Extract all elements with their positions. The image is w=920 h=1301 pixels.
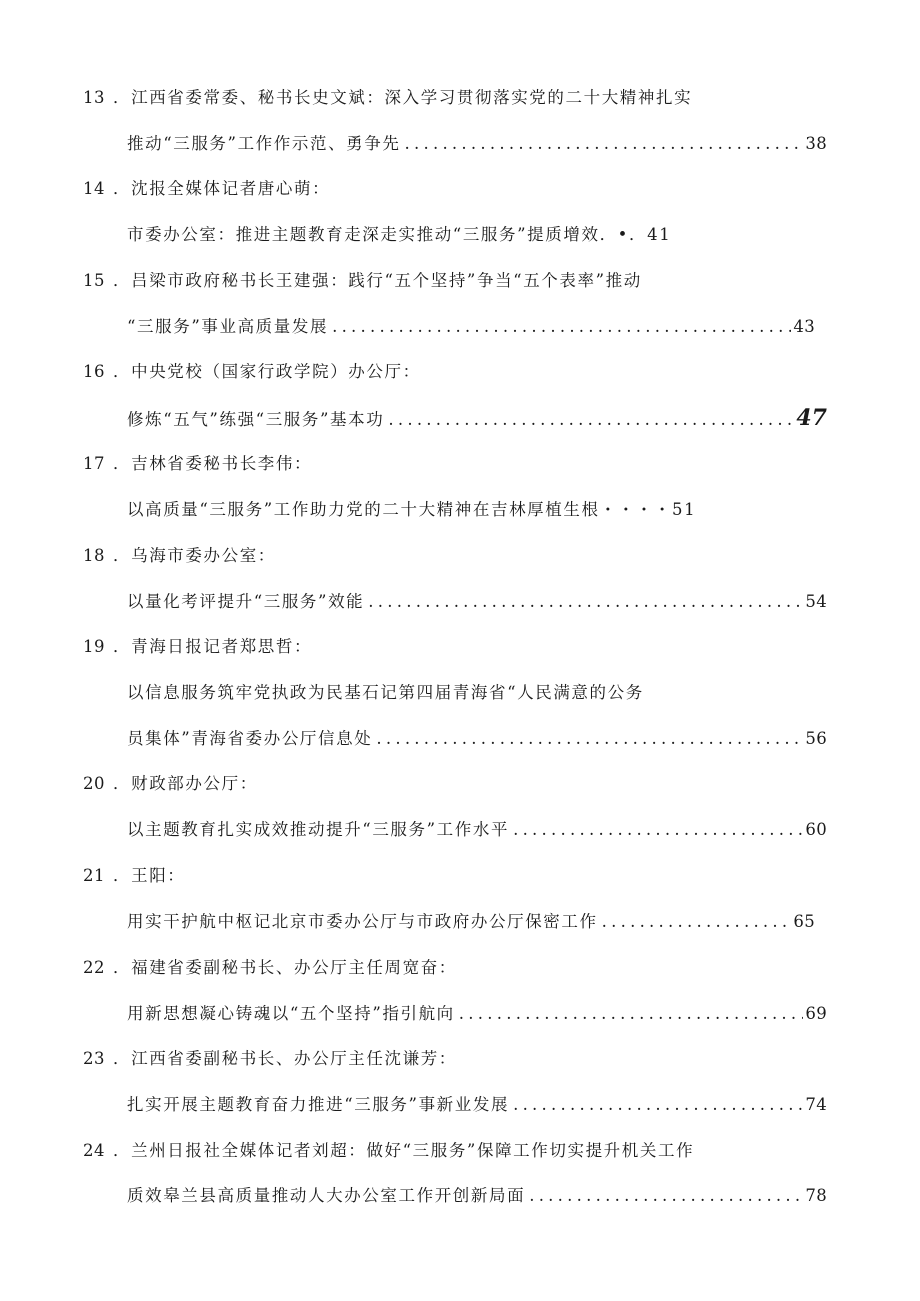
toc-entry-13-heading: [83, 87, 692, 109]
entry-subtitle: 推动“三服务”工作作示范、勇争先: [127, 134, 401, 153]
page-number: 43: [793, 317, 815, 336]
toc-entry-19-line-1[interactable]: [127, 682, 644, 704]
dot-leader: [332, 316, 791, 338]
entry-title: ．福建省委副秘书长、办公厅主任周宽奋：: [113, 958, 457, 977]
toc-entry-22-heading: [83, 957, 457, 979]
entry-title: ．乌海市委办公室：: [113, 546, 276, 565]
toc-entry-19-line-2[interactable]: [127, 728, 827, 750]
toc-entry-15-heading: [83, 270, 642, 292]
entry-title: ．王阳：: [113, 866, 186, 885]
entry-number: 13: [83, 88, 105, 107]
entry-number: 19: [83, 637, 105, 656]
entry-number: 17: [83, 454, 105, 473]
toc-entry-14-heading: [83, 178, 330, 200]
toc-entry-17-heading: [83, 453, 312, 475]
page-number: 74: [805, 1095, 827, 1114]
toc-entry-23-line[interactable]: [127, 1094, 827, 1116]
entry-subtitle: “三服务”事业高质量发展: [127, 317, 329, 336]
toc-entry-15-line[interactable]: [127, 316, 815, 338]
dot-leader: [513, 1094, 803, 1116]
dot-leader: [368, 591, 803, 613]
page-number: 47: [796, 405, 827, 431]
entry-title: ．吕梁市政府秘书长王建强：践行“五个坚持”争当“五个表率”推动: [113, 271, 642, 290]
entry-subtitle: 以信息服务筑牢党执政为民基石记第四届青海省“人民满意的公务: [127, 683, 644, 702]
entry-number: 16: [83, 362, 105, 381]
toc-entry-22-line[interactable]: [127, 1003, 827, 1025]
entry-subtitle: 修炼“五气”练强“三服务”基本功: [127, 410, 385, 429]
dot-leader: [404, 133, 803, 155]
entry-subtitle-cont: 员集体”青海省委办公厅信息处: [127, 729, 373, 748]
page-number: 65: [793, 912, 815, 931]
toc-entry-18-line[interactable]: [127, 591, 827, 613]
entry-number: 24: [83, 1141, 105, 1160]
entry-number: 21: [83, 866, 105, 885]
toc-entry-16-heading: [83, 361, 421, 383]
toc-entry-23-heading: [83, 1048, 457, 1070]
entry-title: ．兰州日报社全媒体记者刘超：做好“三服务”保障工作切实提升机关工作: [113, 1141, 695, 1160]
entry-subtitle: 以高质量“三服务”工作助力党的二十大精神在吉林厚植生根・・・・51: [127, 500, 697, 519]
dot-leader: [602, 911, 792, 933]
entry-title: ．中央党校（国家行政学院）办公厅：: [113, 362, 421, 381]
entry-number: 15: [83, 271, 105, 290]
page-number: 38: [805, 134, 827, 153]
toc-entry-24-heading: [83, 1140, 694, 1162]
dot-leader: [513, 819, 803, 841]
entry-subtitle: 质效皋兰县高质量推动人大办公室工作开创新局面: [127, 1186, 526, 1205]
page-number: 56: [805, 729, 827, 748]
entry-title: ．江西省委常委、秘书长史文斌：深入学习贯彻落实党的二十大精神扎实: [113, 88, 693, 107]
dot-leader: [459, 1003, 804, 1025]
entry-number: 22: [83, 958, 105, 977]
toc-entry-13-line[interactable]: [127, 133, 827, 155]
toc-entry-24-line[interactable]: [127, 1185, 827, 1207]
entry-title: ．财政部办公厅：: [113, 774, 258, 793]
entry-subtitle: 以量化考评提升“三服务”效能: [127, 592, 365, 611]
entry-number: 18: [83, 546, 105, 565]
page-number: 69: [805, 1004, 827, 1023]
dot-leader: [388, 409, 794, 431]
entry-subtitle: 扎实开展主题教育奋力推进“三服务”事新业发展: [127, 1095, 510, 1114]
entry-title: ．沈报全媒体记者唐心萌：: [113, 179, 331, 198]
entry-number: 14: [83, 179, 105, 198]
entry-subtitle: 用新思想凝心铸魂以“五个坚持”指引航向: [127, 1004, 455, 1023]
toc-entry-21-heading: [83, 865, 185, 887]
toc-entry-19-heading: [83, 636, 312, 658]
page-number: 60: [805, 820, 827, 839]
entry-subtitle: 市委办公室：推进主题教育走深走实推动“三服务”提质增效．•．41: [127, 225, 672, 244]
dot-leader: [529, 1185, 803, 1207]
toc-entry-20-line[interactable]: [127, 819, 827, 841]
page-number: 54: [805, 592, 827, 611]
entry-title: ．江西省委副秘书长、办公厅主任沈谦芳：: [113, 1049, 457, 1068]
entry-number: 23: [83, 1049, 105, 1068]
toc-entry-16-line[interactable]: [127, 407, 827, 431]
entry-title: ．吉林省委秘书长李伟：: [113, 454, 313, 473]
toc-entry-21-line[interactable]: [127, 911, 815, 933]
entry-subtitle: 以主题教育扎实成效推动提升“三服务”工作水平: [127, 820, 510, 839]
page-number: 78: [805, 1186, 827, 1205]
entry-subtitle: 用实干护航中枢记北京市委办公厅与市政府办公厅保密工作: [127, 912, 598, 931]
toc-entry-20-heading: [83, 773, 258, 795]
entry-number: 20: [83, 774, 105, 793]
entry-title: ．青海日报记者郑思哲：: [113, 637, 313, 656]
dot-leader: [376, 728, 803, 750]
toc-entry-18-heading: [83, 545, 276, 567]
toc-entry-14-line[interactable]: [127, 224, 671, 246]
toc-entry-17-line[interactable]: [127, 499, 696, 521]
